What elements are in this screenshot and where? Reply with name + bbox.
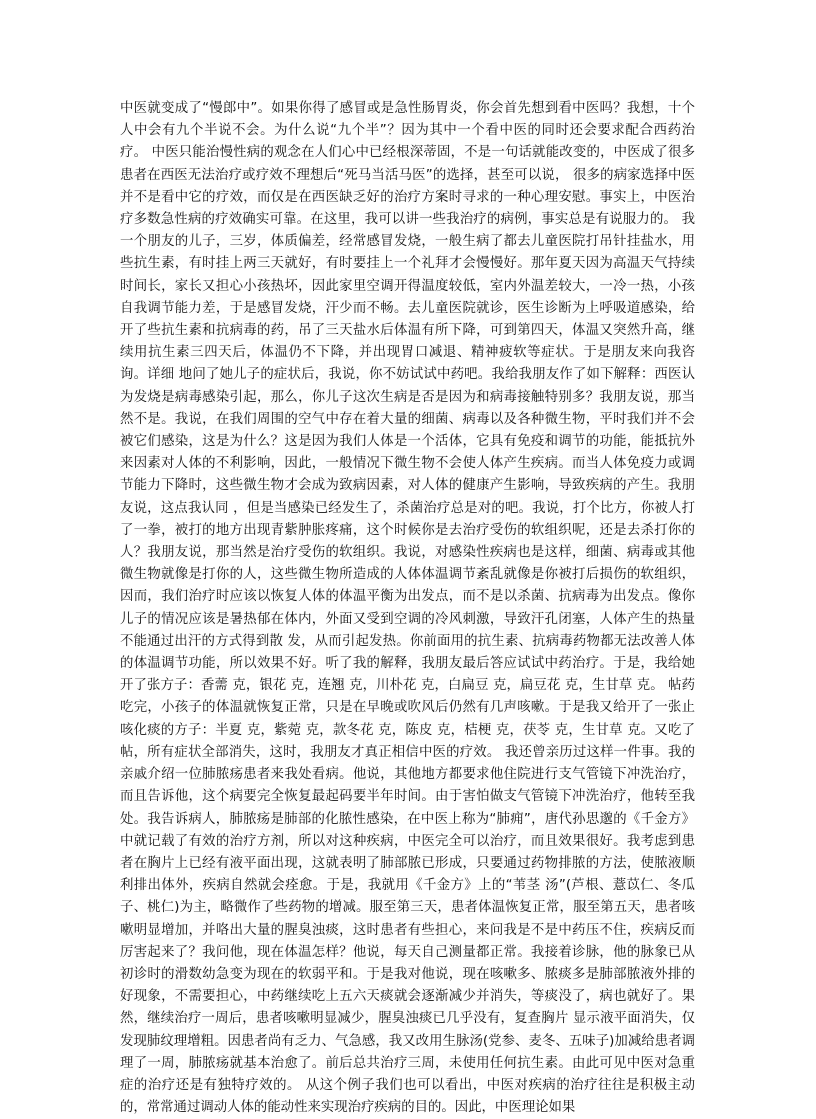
body-paragraph: 中医就变成了“慢郎中”。如果你得了感冒或是急性肠胃炎，你会首先想到看中医吗？我想，十个人中会有九个半说不会。为什么说“九个半”？因为其中一个看中医的同时还会要求配合西药治疗。 中医只能治慢性病的观念在人们心中已经根深蒂固，不是一句话就能改变的，中医成了很多患者在西医无法治疗或疗效不理想后“死马当活马医”的选择，甚至可以说， 很多的病家选择中医并不是看中它的疗效，而仅是在西医缺乏好的治疗方案时寻求的一种心理安慰。事实上，中医治疗多数急性病的疗效确实可靠。在这里，我可以讲一些我治疗的病例，事实总是有说服力的。 我一个朋友的儿子，三岁，体质偏差，经常感冒发烧，一般生病了都去儿童医院打吊针挂盐水，用些抗生素，有时挂上两三天就好，有时要挂上一个礼拜才会慢慢好。那年夏天因为高温天气持续时间长，家长又担心小孩热坏，因此家里空调开得温度较低，室内外温差较大，一冷一热，小孩自我调节能力差，于是感冒发烧，汗少而不畅。去儿童医院就诊，医生诊断为上呼吸道感染，给开了些抗生素和抗病毒的药，吊了三天盐水后体温有所下降，可到第四天，体温又突然升高，继续用抗生素三四天后，体温仍不下降，并出现胃口减退、精神疲软等症状。于是朋友来向我咨询。详细 地问了她儿子的症状后，我说，你不妨试试中药吧。我给我朋友作了如下解释：西医认为发烧是病毒感染引起，那么，你儿子这次生病是否是因为和病毒接触特别多？我朋友说，那当然不是。我说，在我们周围的空气中存在着大量的细菌、病毒以及各种微生物，平时我们并不会被它们感染，这是为什么？这是因为我们人体是一个活体，它具有免疫和调节的功能，能抵抗外来因素对人体的不利影响，因此，一般情况下微生物不会使人体产生疾病。而当人体免疫力或调节能力下降时，这些微生物才会成为致病因素，对人体的健康产生影响，导致疾病的产生。我朋友说，这点我认同 ，但是当感染已经发生了，杀菌治疗总是对的吧。我说，打个比方，你被人打了一拳，被打的地方出现青紫肿胀疼痛，这个时候你是去治疗受伤的软组织呢，还是去杀打你的人？我朋友说，那当然是治疗受伤的软组织。我说，对感染性疾病也是这样，细菌、病毒或其他微生物就像是打你的人，这些微生物所造成的人体体温调节紊乱就像是你被打后损伤的软组织，因而，我们治疗时应该以恢复人体的体温平衡为出发点，而不是以杀菌、抗病毒为出发点。像你儿子的情况应该是暑热郁在体内，外面又受到空调的冷风刺激，导致汗孔闭塞，人体产生的热量不能通过出汗的方式得到散 发，从而引起发热。你前面用的抗生素、抗病毒药物都无法改善人体的体温调节功能，所以效果不好。听了我的解释，我朋友最后答应试试中药治疗。于是，我给她开了张方子：香薷 克，银花 克，连翘 克，川朴花 克，白扁豆 克，扁豆花 克，生甘草 克。 帖药吃完，小孩子的体温就恢复正常，只是在早晚或吹风后仍然有几声咳嗽。于是我又给开了一张止咳化痰的方子：半夏 克，紫菀 克，款冬花 克，陈皮 克，桔梗 克，茯苓 克，生甘草 克。又吃了 帖，所有症状全部消失，这时，我朋友才真正相信中医的疗效。 我还曾亲历过这样一件事。我的亲戚介绍一位肺脓疡患者来我处看病。他说，其他地方都要求他住院进行支气管镜下冲洗治疗，而且告诉他，这个病要完全恢复最起码要半年时间。由于害怕做支气管镜下冲洗治疗，他转至我处。我告诉病人，肺脓疡是肺部的化脓性感染，在中医上称为“肺痈”，唐代孙思邈的《千金方》中就记载了有效的治疗方剂，所以对这种疾病，中医完全可以治疗，而且效果很好。我考虑到患者在胸片上已经有液平面出现，这就表明了肺部脓已形成，只要通过药物排脓的方法，使脓液顺利排出体外，疾病自然就会痊愈。于是，我就用《千金方》上的“苇茎 汤”(芦根、薏苡仁、冬瓜子、桃仁)为主，略微作了些药物的增减。服至第三天，患者体温恢复正常，服至第五天，患者咳嗽明显增加，并咯出大量的腥臭浊痰，这时患者有些担心，来问我是不是中药压不住，疾病反而厉害起来了？我问他，现在体温怎样？他说，每天自己测量都正常。我接着诊脉，他的脉象已从初诊时的滑数幼急变为现在的软弱平和。于是我对他说，现在咳嗽多、脓痰多是肺部脓液外排的好现象，不需要担心，中药继续吃上五六天痰就会逐渐减少并消失，等痰没了，病也就好了。果然，继续治疗一周后，患者咳嗽明显减少，腥臭浊痰已几乎没有，复查胸片 显示液平面消失，仅发现肺纹理增粗。因患者尚有乏力、气急感，我又改用生脉汤(党参、麦冬、五味子)加减给患者调理了一周，肺脓疡就基本治愈了。前后总共治疗三周，未使用任何抗生素。由此可见中医对急重症的治疗还是有独特疗效的。 从这个例子我们也可以看出，中医对疾病的治疗往往是积极主动的，常常通过调动人体的能动性来实现治疗疾病的目的。因此，中医理论如果 bbox=[120, 101, 695, 1116]
document-page bbox=[120, 98, 695, 1116]
